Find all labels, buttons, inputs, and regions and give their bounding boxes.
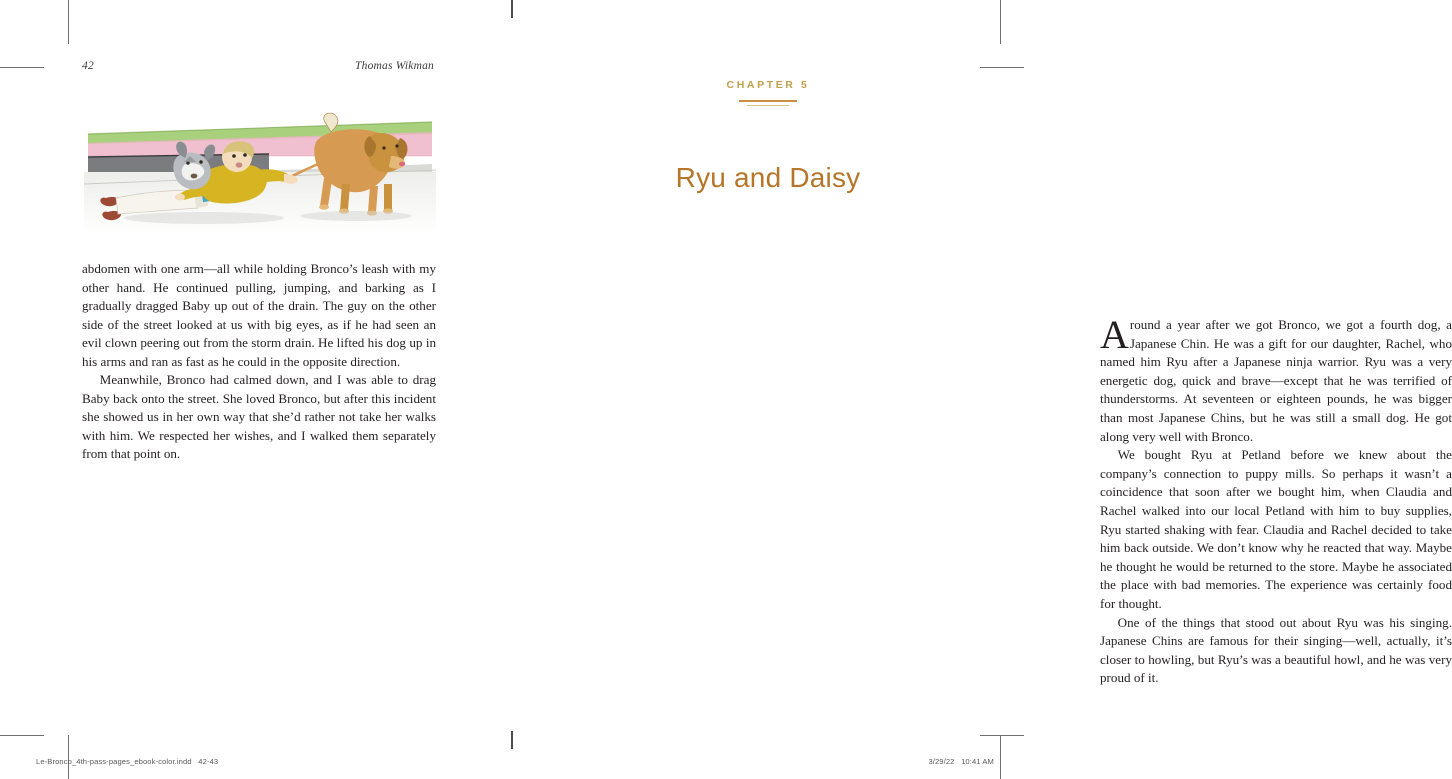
slug-file-name: Le-Bronco_4th-pass-pages_ebook-color.indd 42-43 (36, 757, 219, 766)
slug-timestamp: 3/29/22 10:41 AM (928, 757, 994, 766)
paragraph-with-dropcap (1100, 312, 1452, 446)
paragraph: Meanwhile, Bronco had calmed down, and I was able to drag Baby back onto the street. She loved Bronco, but after this incident she showed us in her own way that she’d rather not take her walks with him. We respected her wishes, and I walked them separately from that point on. (82, 372, 436, 461)
ornament-rule-upper (739, 100, 797, 102)
recto-page (512, 0, 1452, 745)
paragraph: We bought Ryu at Petland before we knew about the company’s connection to puppy mills. So perhaps it wasn’t a coincidence that soon after we bought him, when Claudia and Rachel walked into our local Petland with him to buy supplies, Ryu started shaking with fear. Claudia and Rachel decided to take him back outside. We don’t know why he reacted that way. Maybe he thought he would be returned to the store. Maybe he associated the place with bad memories. The experience was certainly food for thought. (1100, 447, 1452, 611)
page-number: 42 (82, 60, 94, 72)
author-running-head: Thomas Wikman (355, 60, 434, 72)
ornament-rule-lower (747, 105, 789, 106)
paragraph: abdomen with one arm—all while holding Bronco’s leash with my other hand. He continued pulling, jumping, and barking as I gradually dragged Baby up out of the drain. The guy on the other side of the street looked at us with big eyes, as if he had seen an evil clown peering out from the storm drain. He lifted his dog up in his arms and ran as fast as he could in the opposite direction. (82, 261, 436, 369)
paragraph-text: round a year after we got Bronco, we got a fourth dog, a Japanese Chin. He was a gift for our daughter, Rachel, who named him Ryu after a Japanese ninja warrior. Ryu was a very energetic dog, quick and brave—except that he was terrified of thunderstorms. At seventeen or eighteen pounds, he was bigger than most Japanese Chins, but he was still a small dog. He got along very well with Bronco. (1100, 317, 1452, 444)
dragged-by-dog-illustration (84, 112, 436, 234)
running-head (82, 60, 434, 72)
recto-body-text (1100, 312, 1452, 688)
paragraph: One of the things that stood out about Ryu was his singing. Japanese Chins are famous for their singing—well, actually, it’s closer to howling, but Ryu’s was a beautiful howl, and he was very proud of it. (1100, 614, 1452, 686)
proof-slug-bar (0, 749, 1024, 771)
chapter-number-label: CHAPTER 5 (726, 79, 810, 91)
verso-body-text (82, 260, 436, 464)
chapter-title: Ryu and Daisy (675, 162, 861, 193)
drop-cap: A (1100, 312, 1129, 357)
verso-page (0, 0, 512, 745)
chapter-ornament-rule (512, 100, 1024, 106)
